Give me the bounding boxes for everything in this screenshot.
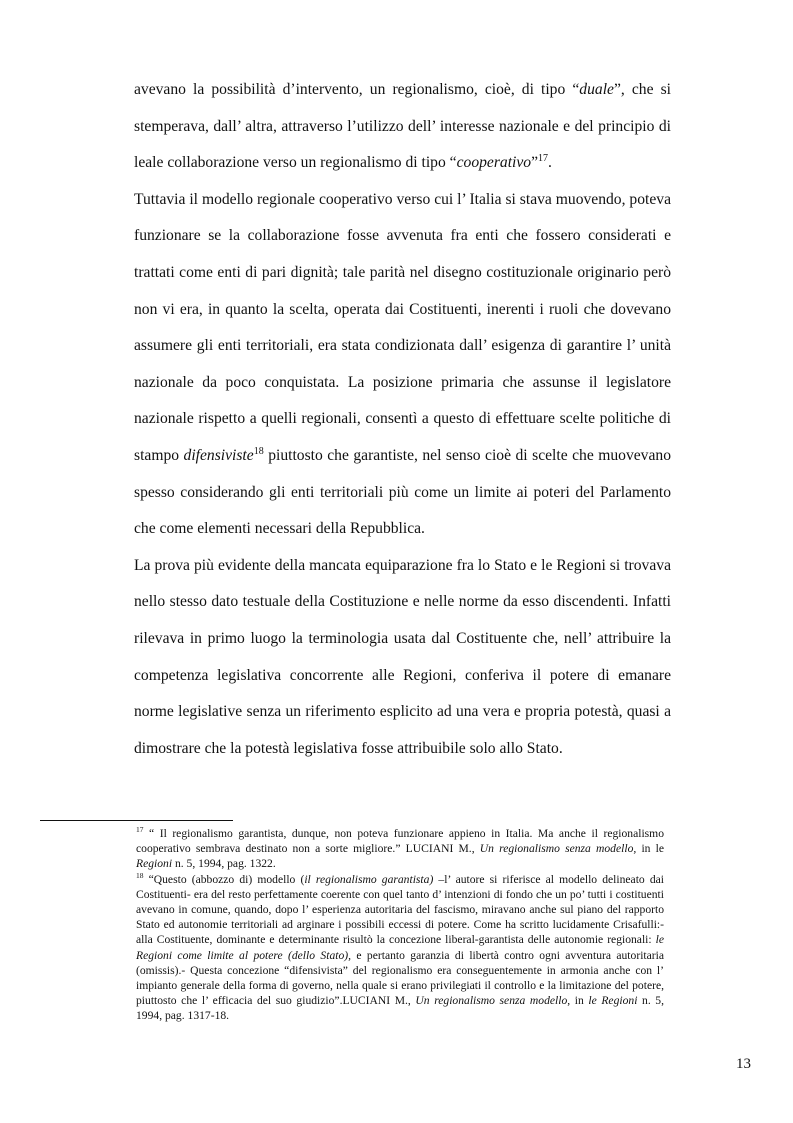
footnotes (136, 826, 664, 1024)
italic-journal: Regioni (136, 857, 173, 871)
italic-journal: le Regioni (588, 994, 638, 1008)
italic-phrase: il regionalismo garantista) (304, 872, 434, 886)
text-span: n. 5, 1994, pag. 1317-18. (136, 994, 665, 1023)
paragraph-3 (134, 548, 671, 768)
page-number: 13 (736, 1056, 751, 1072)
text-span: avevano la possibilità d’intervento, un regionalismo, cioè, di tipo “ (134, 81, 580, 98)
footnote-ref-18[interactable]: 18 (253, 445, 264, 457)
footnote-17 (136, 826, 664, 872)
text-span: “ Il regionalismo garantista, dunque, non poteva funzionare appieno in Italia. Ma anche il regionalismo cooperativo sembrava destinato non a sorte migliore.” LUCIANI M., (136, 827, 664, 856)
paragraph-2 (134, 182, 671, 548)
footnote-number: 17 (136, 825, 144, 835)
text-span: ”, che si stemperava, dall’ altra, attraverso l’utilizzo dell’ interesse nazionale e del principio di leale collaborazione verso un regionalismo di tipo “ (134, 81, 671, 172)
footnote-18 (136, 872, 664, 1024)
text-span: piuttosto che garantiste, nel senso cioè di scelte che muovevano spesso considerando gli enti territoriali più come un limite ai poteri del Parlamento che come elementi necessari della Repubblica. (134, 446, 671, 538)
italic-term-cooperativo: cooperativo (456, 154, 532, 172)
text-span: e pertanto garanzia di libertà contro ogni avventura autoritaria (omissis).- Questa concezione “difensivista” del regionalismo era conseguentemente in armonia anche con l’ impianto generale della forma di governo, nella quale si erano privilegiati il controllo e la limitazione del potere, piuttosto che l’ efficacia del suo giudizio”.LUCIANI M., (136, 948, 665, 1008)
body-text (134, 72, 671, 767)
italic-term-difensiviste: difensiviste (183, 446, 254, 464)
footnote-ref-17[interactable]: 17 (538, 153, 549, 164)
footnote-number: 18 (136, 870, 144, 880)
italic-title: Un regionalismo senza modello, (479, 842, 637, 856)
text-span: . (548, 154, 552, 172)
text-span: Tuttavia il modello regionale cooperativo verso cui l’ Italia si stava muovendo, poteva funzionare se la collaborazione fosse avvenuta fra enti che fossero considerati e trattati come enti di pari dignità; tale parità nel disegno costituzionale originario però non vi era, in quanto la scelta, operata dai Costituenti, inerenti i ruoli che dovevano assumere gli enti territoriali, era stata condizionata dall’ esigenza di garantire l’ unità nazionale da poco conquistata. La posizione primaria che assunse il legislatore nazionale rispetto a quelli regionali, consentì a questo di effettuare scelte politiche di stampo (134, 190, 671, 464)
text-span: n. 5, 1994, pag. 1322. (172, 857, 276, 871)
text-span: in le (636, 842, 665, 856)
italic-title: Un regionalismo senza modello (415, 994, 568, 1008)
text-span: –l’ autore si riferisce al modello delineato dai Costituenti- era del resto perfettamente coerente con quel tanto d’ intenzioni di fondo che un po’ tutti i costituenti avevano in comune, quando, dopo l’ esperienza autoritaria del fascismo, miravano anche sul piano del rapporto Stato ed autonomie territoriali ad arginare i possibili eccessi di potere. Come ha scritto lucidamente Crisafulli:-alla Costituente, dominante e determinante risultò la concezione liberal-garantista delle autonomie regionali: (136, 872, 664, 947)
italic-term-duale: duale (579, 81, 614, 98)
text-span: “Questo (abbozzo di) modello ( (143, 872, 305, 886)
paragraph-1 (134, 72, 671, 182)
text-span: ” (531, 154, 539, 172)
footnote-separator (40, 820, 233, 821)
text-span: , in (567, 994, 589, 1008)
text-span: La prova più evidente della mancata equiparazione fra lo Stato e le Regioni si trovava nello stesso dato testuale della Costituzione e nelle norme da esso discendenti. Infatti rilevava in primo luogo la terminologia usata dal Costituente che, nell’ attribuire la competenza legislativa concorrente alle Regioni, conferiva il potere di emanare norme legislative senza un riferimento esplicito ad una vera e propria potestà, quasi a dimostrare che la potestà legislativa fosse attribuibile solo allo Stato. (134, 556, 671, 757)
italic-phrase: le Regioni come limite al potere (dello Stato), (136, 933, 664, 962)
